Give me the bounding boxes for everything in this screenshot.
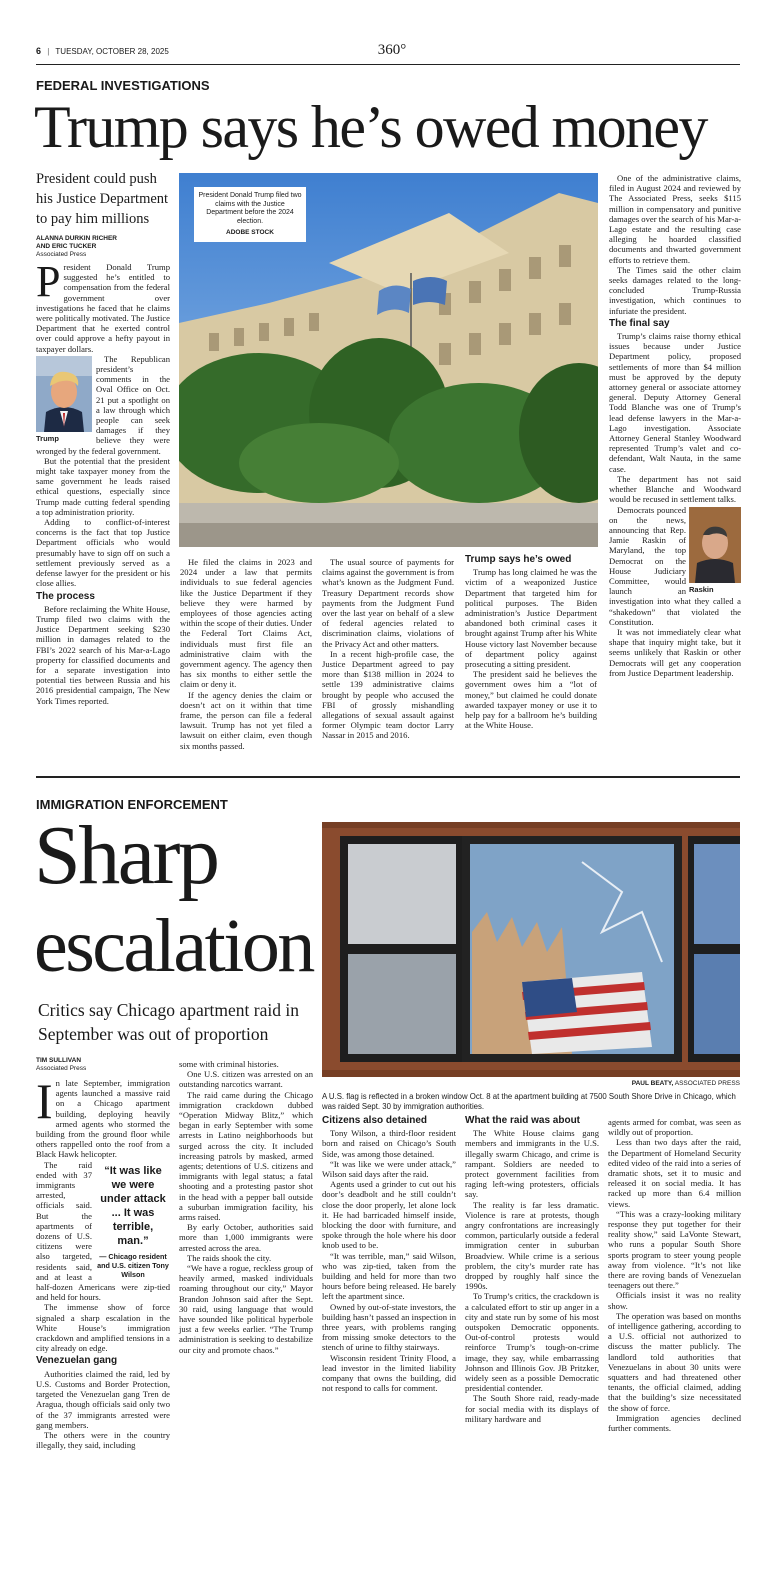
story1-byline: ALANNA DURKIN RICHER AND ERIC TUCKER Associated Press: [36, 235, 118, 258]
photo-caption-box: President Donald Trump filed two claims with the Justice Department before the 2024 election. ADOBE STOCK: [194, 187, 306, 242]
folio: 6 | TUESDAY, OCTOBER 28, 2025: [36, 46, 169, 56]
story2-column-2: some with criminal histories. One U.S. citizen was arrested on an outstanding narcotics warrant. The raid came during the Chicago immigration crackdown dubbed “Operation Midway Blitz,” which began in early September with some arrests in Latino neighborhoods but surged across the city. It included increasing patrols by masked, armed agents; detentions of U.S. citizens and immigrants with legal status; a fatal shooting and a protesting pastor shot in the head with a pepper ball outside a suburban immigration facility, his arms raised. By early October, authorities said more than 1,000 immigrants were arrested across the area. The raids shook the city. “We have a rogue, reckless group of heavily armed, masked individuals roaming throughout our city,” Mayor Brandon Johnson said after the Sept. 30 raid, using language that would have sounded like political hyperbole just a few weeks earlier. “The Trump administration is seeking to destabilize our city and promote chaos.”: [179, 1059, 313, 1355]
story1-column-5: One of the administrative claims, filed in August 2024 and reviewed by The Associated Press, seeks $115 million in compensatory and punitive damages over the search of his Mar-a-Lago estate and the resulting case alleging he hoarded classified documents and thwarted government efforts to retrieve them. The Times said the other claim seeks damages related to the long-concluded Trump-Russia investigation, which continues to infuriate the president. The final say Trump’s claims raise thorny ethical issues because under Justice Department policy, proposed settlements of more than $4 million must be approved by the deputy attorney general or associate attorney general. Deputy Attorney General Todd Blanche was one of Trump’s lead defense lawyers in the Mar-a-Lago investigation. Associate Attorney General Stanley Woodward represented Trump’s valet and co-defendant, Walt Nauta, in the same case. The department has not said whether Blanche and Woodward would be recused in settlement talks. Raskin Democrats pounced on the news, announcing that Rep. Jamie Raskin of Maryland, the top Democrat on the House Judiciary Committee, would launch an investigation into what they called a “shakedown” that violated the Constitution. It was not immediately clear what shape that inquiry might take, but it seems unlikely that Raskin or other Democrats will get any cooperation from Justice Department leadership.: [609, 173, 741, 678]
subhead-final-say: The final say: [609, 317, 670, 329]
section-logo: 360°: [377, 42, 407, 58]
dropcap: P: [36, 257, 61, 306]
trump-mug: Trump: [36, 356, 92, 442]
story1-column-3: The usual source of payments for claims against the government is from what’s known as the Judgment Fund. Treasury Department records show payments from the Judgment Fund over the last year on behalf of a slew of federal agencies related to discrimination claims, violations of the Privacy Act and other matters. In a recent high-profile case, the Justice Department agreed to pay more than $138 million in 2024 to settle 139 administrative claims brought by people who accused the FBI of grossly mishandling allegations of sexual assault against former Olympic team doctor Larry Nassar in 2015 and 2016.: [322, 557, 454, 741]
raskin-portrait: [689, 507, 741, 583]
subhead-owed: Trump says he’s owed: [465, 554, 572, 565]
trump-portrait: [36, 356, 92, 432]
story2-headline-line2: escalation: [34, 904, 313, 988]
subhead-venezuelan-gang: Venezuelan gang: [36, 1355, 118, 1367]
raskin-mug: Raskin: [689, 507, 741, 593]
story2-byline: TIM SULLIVAN Associated Press: [36, 1057, 87, 1072]
story1-deck: President could push his Justice Department to pay him millions: [36, 171, 169, 227]
story2-kicker: IMMIGRATION ENFORCEMENT: [36, 797, 228, 812]
issue-date: TUESDAY, OCTOBER 28, 2025: [55, 47, 169, 56]
top-rule: [36, 64, 740, 65]
story2-column-3: Citizens also detained Tony Wilson, a third-floor resident born and raised on Chicago’s South Side, was among those detained. “It was like we were under attack,” Wilson said days after the raid. Agents used a grinder to cut out his door’s deadbolt and he still couldn’t close the door properly, let alone lock it. He had barricaded himself inside, blocking the door with furniture, and spoke through the hole where his door knob used to be. “It was terrible, man,” said Wilson, who was zip-tied, taken from the building and held for more than two hours before being released. He barely left the apartment since. Owned by out-of-state investors, the building hasn’t passed an inspection in three years, with problems ranging from missing smoke detectors to the stench of urine to filthy stairways. Wisconsin resident Trinity Flood, a lead investor in the limited liability company that owns the building, did not respond to calls for comment.: [322, 1115, 456, 1394]
story1-column-1: President Donald Trump suggested he’s entitled to compensation from the federal government over investigations he faced that he claims were politically motivated. The Justice Department that he exerted control over could approve a hefty payout in taxpayer dollars. Trump The Republican president’s comments in the Oval Office on Oct. 21 put a spotlight on a law through which people can seek damages if they believe they were wronged by the federal government. But the potential that the president might take taxpayer money from the same government he leads raised ethical questions, especially since Trump made cutting federal spending a top administration priority. Adding to conflict-of-interest concerns is the fact that top Justice Department officials who would presumably have to sign off on such a settlement previously served as a defense lawyer for the president or his close allies. The process Before reclaiming the White House, Trump filed two claims with the Justice Department seeking $230 million in damages related to the FBI’s 2022 search of his Mar-a-Lago property for classified documents and for a separate investigation into potential ties between Russia and his 2016 presidential campaign, The New York Times reported.: [36, 257, 170, 706]
story1-column-4: Trump says he’s owed Trump has long claimed he was the victim of a weaponized Justice Department that targeted him for political purposes. The Biden administration’s Justice Department abandoned both criminal cases it brought against Trump after his White House victory last November because of department policy against prosecuting a sitting president. The president said he believes the government owes him a “lot of money,” but claimed he could donate awarded taxpayer money or use it to help pay for a ballroom he’s building at the White House.: [465, 554, 597, 731]
story-divider: [36, 776, 740, 778]
story2-photo-caption: A U.S. flag is reflected in a broken window Oct. 8 at the apartment building at 7500 South Shore Drive in Chicago, which was raided Sept. 30 by immigration authorities.: [322, 1092, 736, 1111]
subhead-process: The process: [36, 590, 95, 602]
story2-photo-credit: PAUL BEATY, ASSOCIATED PRESS: [631, 1080, 740, 1087]
story1-kicker: FEDERAL INVESTIGATIONS: [36, 78, 210, 93]
subhead-raid-about: What the raid was about: [465, 1115, 581, 1126]
story2-headline-line1: Sharp: [34, 809, 218, 902]
broken-window-image: [322, 822, 740, 1077]
page-number: 6: [36, 46, 42, 56]
story2-deck: Critics say Chicago apartment raid in September was out of proportion: [38, 1000, 299, 1044]
broken-window-photo: [322, 822, 740, 1077]
pull-quote: “It was like we were under attack ... It was terrible, man.” — Chicago resident and U.S. citizen Tony Wilson: [97, 1164, 169, 1279]
story2-column-5: agents armed for combat, was seen as wildly out of proportion. Less than two days after the raid, the Department of Homeland Security edited video of the raid into a series of dramatic shots, set it to music and released it on social media. It has racked up more than 6.4 million views. “This was a crazy-looking military response they put together for their reality show,” said LaVonte Stewart, who runs a popular South Shore sports program to steer young people away from violence. “It’s not like there are roving bands of Venezuelan teenagers out there.” Officials insist it was no reality show. The operation was based on months of intelligence gathering, according to a U.S. official not authorized to discuss the matter publicly. The landlord told authorities that Venezuelans in about 30 units were squatters and had threatened other tenants, the official claimed, adding that the building’s size necessitated the show of force. Immigration agencies declined further comments.: [608, 1117, 741, 1434]
story1-headline: Trump says he’s owed money: [34, 94, 707, 160]
story2-column-4: What the raid was about The White House claims gang members and immigrants in the U.S. illegally swarm Chicago, and crime is rampant. Soldiers are needed to protect government facilities from raging left-wing protesters, officials say. The reality is far less dramatic. Violence is rare at protests, though angry confrontations are increasingly common, particularly outside a federal immigration center in suburban Broadview. While crime is a serious problem, the city’s murder rate has dropped by roughly half since the 1990s. To Trump’s critics, the crackdown is a calculated effort to stir up anger in a city and state run by some of his most outspoken Democratic opponents. Out-of-control protests would reinforce Trump’s tough-on-crime image, they say, while embarrassing Johnson and Illinois Gov. JB Pritzker, widely seen as a possible Democratic presidential contender. The South Shore raid, ready-made for social media with its displays of military hardware and: [465, 1115, 599, 1424]
subhead-citizens: Citizens also detained: [322, 1115, 428, 1126]
justice-dept-photo: [179, 173, 598, 547]
story2-column-1: In late September, immigration agents launched a massive raid on a Chicago apartment building, deploying heavily armed agents who stormed the building from the ground floor while others rappelled onto the roof from a Black Hawk helicopter. “It was like we were under attack ... It was terrible, man.” — Chicago resident and U.S. citizen Tony Wilson The raid ended with 37 immigrants arrested, officials said. But the apartments of dozens of U.S. citizens were also targeted, residents said, and at least a half-dozen Americans were zip-tied and held for hours. The immense show of force signaled a sharp escalation in the White House’s immigration crackdown and amplified tensions in a city already on edge. Venezuelan gang Authorities claimed the raid, led by U.S. Customs and Border Protection, targeted the Venezuelan gang Tren de Aragua, though officials said only two of the 37 immigrants arrested were gang members. The others were in the country illegally, they said, including: [36, 1073, 170, 1451]
dropcap-2: I: [36, 1073, 53, 1129]
story1-column-2: He filed the claims in 2023 and 2024 under a law that permits individuals to sue federal agencies like the Justice Department if they believe they were harmed by employees of those agencies acting within the scope of their duties. Under the Federal Tort Claims Act, individuals must first file an administrative claim with the government agency. The agency then has six months to either settle the claim or deny it. If the agency denies the claim or doesn’t act on it within that time frame, the person can file a federal lawsuit. Trump has not yet filed a lawsuit on either claim, even though six months passed.: [180, 557, 312, 751]
photo-credit: ADOBE STOCK: [226, 229, 274, 237]
